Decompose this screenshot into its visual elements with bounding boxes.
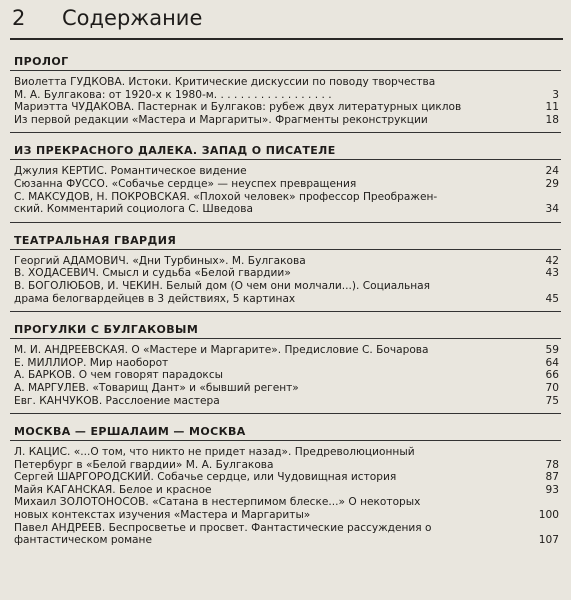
contents-list bbox=[0, 44, 571, 547]
entry-page: 87 bbox=[545, 471, 559, 484]
entry-line: Джулия КЕРТИС. Романтическое видение bbox=[14, 165, 247, 178]
entry-line: Сергей ШАРГОРОДСКИЙ. Собачье сердце, или Чудовищная история bbox=[14, 471, 397, 484]
header-rule bbox=[10, 38, 563, 40]
section-rule bbox=[10, 249, 561, 250]
entry-line: В. БОГОЛЮБОВ, И. ЧЕКИН. Белый дом (О чем они молчали...). Социальная bbox=[14, 279, 431, 292]
entry-page: 42 bbox=[545, 254, 559, 267]
entry-page: 18 bbox=[545, 113, 559, 126]
section-rule bbox=[10, 222, 561, 223]
toc-entry[interactable] bbox=[14, 255, 561, 268]
section-rule bbox=[10, 338, 561, 339]
entry-line: фантастическом романе bbox=[14, 534, 152, 547]
entry-page: 59 bbox=[545, 344, 559, 357]
toc-entry[interactable] bbox=[14, 369, 561, 382]
entry-page: 43 bbox=[545, 267, 559, 280]
section-rule bbox=[10, 440, 561, 441]
toc-entry[interactable] bbox=[14, 357, 561, 370]
entry-line: драма белогвардейцев в 3 действиях, 5 картинах bbox=[14, 292, 296, 305]
entry-line: Виолетта ГУДКОВА. Истоки. Критические дискуссии по поводу творчества bbox=[14, 76, 436, 88]
toc-entry[interactable] bbox=[14, 280, 561, 305]
page-title: Содержание bbox=[62, 6, 203, 30]
entry-line: В. ХОДАСЕВИЧ. Смысл и судьба «Белой гвардии» bbox=[14, 267, 291, 280]
toc-entry[interactable] bbox=[14, 484, 561, 497]
entry-line: М. А. Булгакова: от 1920-х к 1980-м. . . . . . . . . . . . . . . . . . bbox=[14, 88, 332, 101]
toc-entry[interactable] bbox=[14, 496, 561, 521]
toc-entry[interactable] bbox=[14, 344, 561, 357]
section-title: ТЕАТРАЛЬНАЯ ГВАРДИЯ bbox=[14, 233, 177, 247]
section-rule bbox=[10, 159, 561, 160]
entry-page: 34 bbox=[545, 203, 559, 216]
section-rule bbox=[10, 132, 561, 133]
page-header bbox=[0, 0, 571, 46]
toc-entry[interactable] bbox=[14, 382, 561, 395]
entry-line: Павел АНДРЕЕВ. Беспросветье и просвет. Фантастические рассуждения о bbox=[14, 521, 432, 534]
entry-page: 66 bbox=[545, 369, 559, 382]
entry-line: С. МАКСУДОВ, Н. ПОКРОВСКАЯ. «Плохой человек» профессор Преображен- bbox=[14, 190, 438, 203]
entry-line: Е. МИЛЛИОР. Мир наоборот bbox=[14, 356, 169, 369]
toc-entry[interactable] bbox=[14, 395, 561, 408]
toc-entry[interactable] bbox=[14, 114, 561, 127]
entry-page: 107 bbox=[538, 534, 559, 547]
entry-line: Сюзанна ФУССО. «Собачье сердце» — неуспех превращения bbox=[14, 177, 357, 190]
entry-page: 78 bbox=[545, 458, 559, 471]
section-rule bbox=[10, 311, 561, 312]
section-walks bbox=[0, 322, 571, 414]
entry-line: Георгий АДАМОВИЧ. «Дни Турбиных». М. Булгакова bbox=[14, 254, 306, 267]
toc-entry[interactable] bbox=[14, 191, 561, 216]
toc-entry[interactable] bbox=[14, 101, 561, 114]
entry-page: 29 bbox=[545, 177, 559, 190]
entry-line: Майя КАГАНСКАЯ. Белое и красное bbox=[14, 483, 212, 496]
toc-entry[interactable] bbox=[14, 165, 561, 178]
section-rule bbox=[10, 413, 561, 414]
section-west bbox=[0, 143, 571, 222]
entry-page: 100 bbox=[538, 509, 559, 522]
section-theatre bbox=[0, 233, 571, 312]
entry-page: 3 bbox=[552, 88, 559, 101]
entry-line: Петербург в «Белой гвардии» М. А. Булгакова bbox=[14, 458, 274, 471]
entry-line: Из первой редакции «Мастера и Маргариты». Фрагменты реконструкции bbox=[14, 113, 428, 126]
entry-page: 93 bbox=[545, 483, 559, 496]
entry-page: 64 bbox=[545, 356, 559, 369]
entry-line: М. И. АНДРЕЕВСКАЯ. О «Мастере и Маргарите». Предисловие С. Бочарова bbox=[14, 344, 429, 357]
entry-line: Л. КАЦИС. «...О том, что никто не придет назад». Предреволюционный bbox=[14, 446, 415, 459]
entry-page: 45 bbox=[545, 292, 559, 305]
toc-entry[interactable] bbox=[14, 446, 561, 471]
toc-entry[interactable] bbox=[14, 178, 561, 191]
entry-page: 24 bbox=[545, 165, 559, 178]
section-moscow bbox=[0, 424, 571, 547]
entry-page: 70 bbox=[545, 381, 559, 394]
toc-entry[interactable] bbox=[14, 76, 561, 101]
entry-line: А. МАРГУЛЕВ. «Товарищ Дант» и «бывший регент» bbox=[14, 381, 299, 394]
entry-page: 11 bbox=[545, 101, 559, 114]
entry-line: Михаил ЗОЛОТОНОСОВ. «Сатана в нестерпимом блеске...» О некоторых bbox=[14, 496, 421, 509]
toc-entry[interactable] bbox=[14, 471, 561, 484]
section-title: МОСКВА — ЕРШАЛАИМ — МОСКВА bbox=[14, 425, 246, 439]
section-title: ПРОЛОГ bbox=[14, 55, 69, 68]
section-title: ИЗ ПРЕКРАСНОГО ДАЛЕКА. ЗАПАД О ПИСАТЕЛЕ bbox=[14, 144, 336, 158]
entry-line: новых контекстах изучения «Мастера и Маргариты» bbox=[14, 509, 311, 522]
entry-line: Мариэтта ЧУДАКОВА. Пастернак и Булгаков: рубеж двух литературных циклов bbox=[14, 101, 462, 114]
entry-page: 75 bbox=[545, 394, 559, 407]
section-title: ПРОГУЛКИ С БУЛГАКОВЫМ bbox=[14, 323, 199, 337]
section-prologue bbox=[0, 54, 571, 133]
entry-line: А. БАРКОВ. О чем говорят парадоксы bbox=[14, 369, 224, 382]
entry-line: ский. Комментарий социолога С. Шведова bbox=[14, 203, 254, 216]
toc-entry[interactable] bbox=[14, 267, 561, 280]
entry-line: Евг. КАНЧУКОВ. Расслоение мастера bbox=[14, 394, 220, 407]
toc-entry[interactable] bbox=[14, 522, 561, 547]
page-number: 2 bbox=[12, 6, 26, 30]
section-rule bbox=[10, 70, 561, 71]
